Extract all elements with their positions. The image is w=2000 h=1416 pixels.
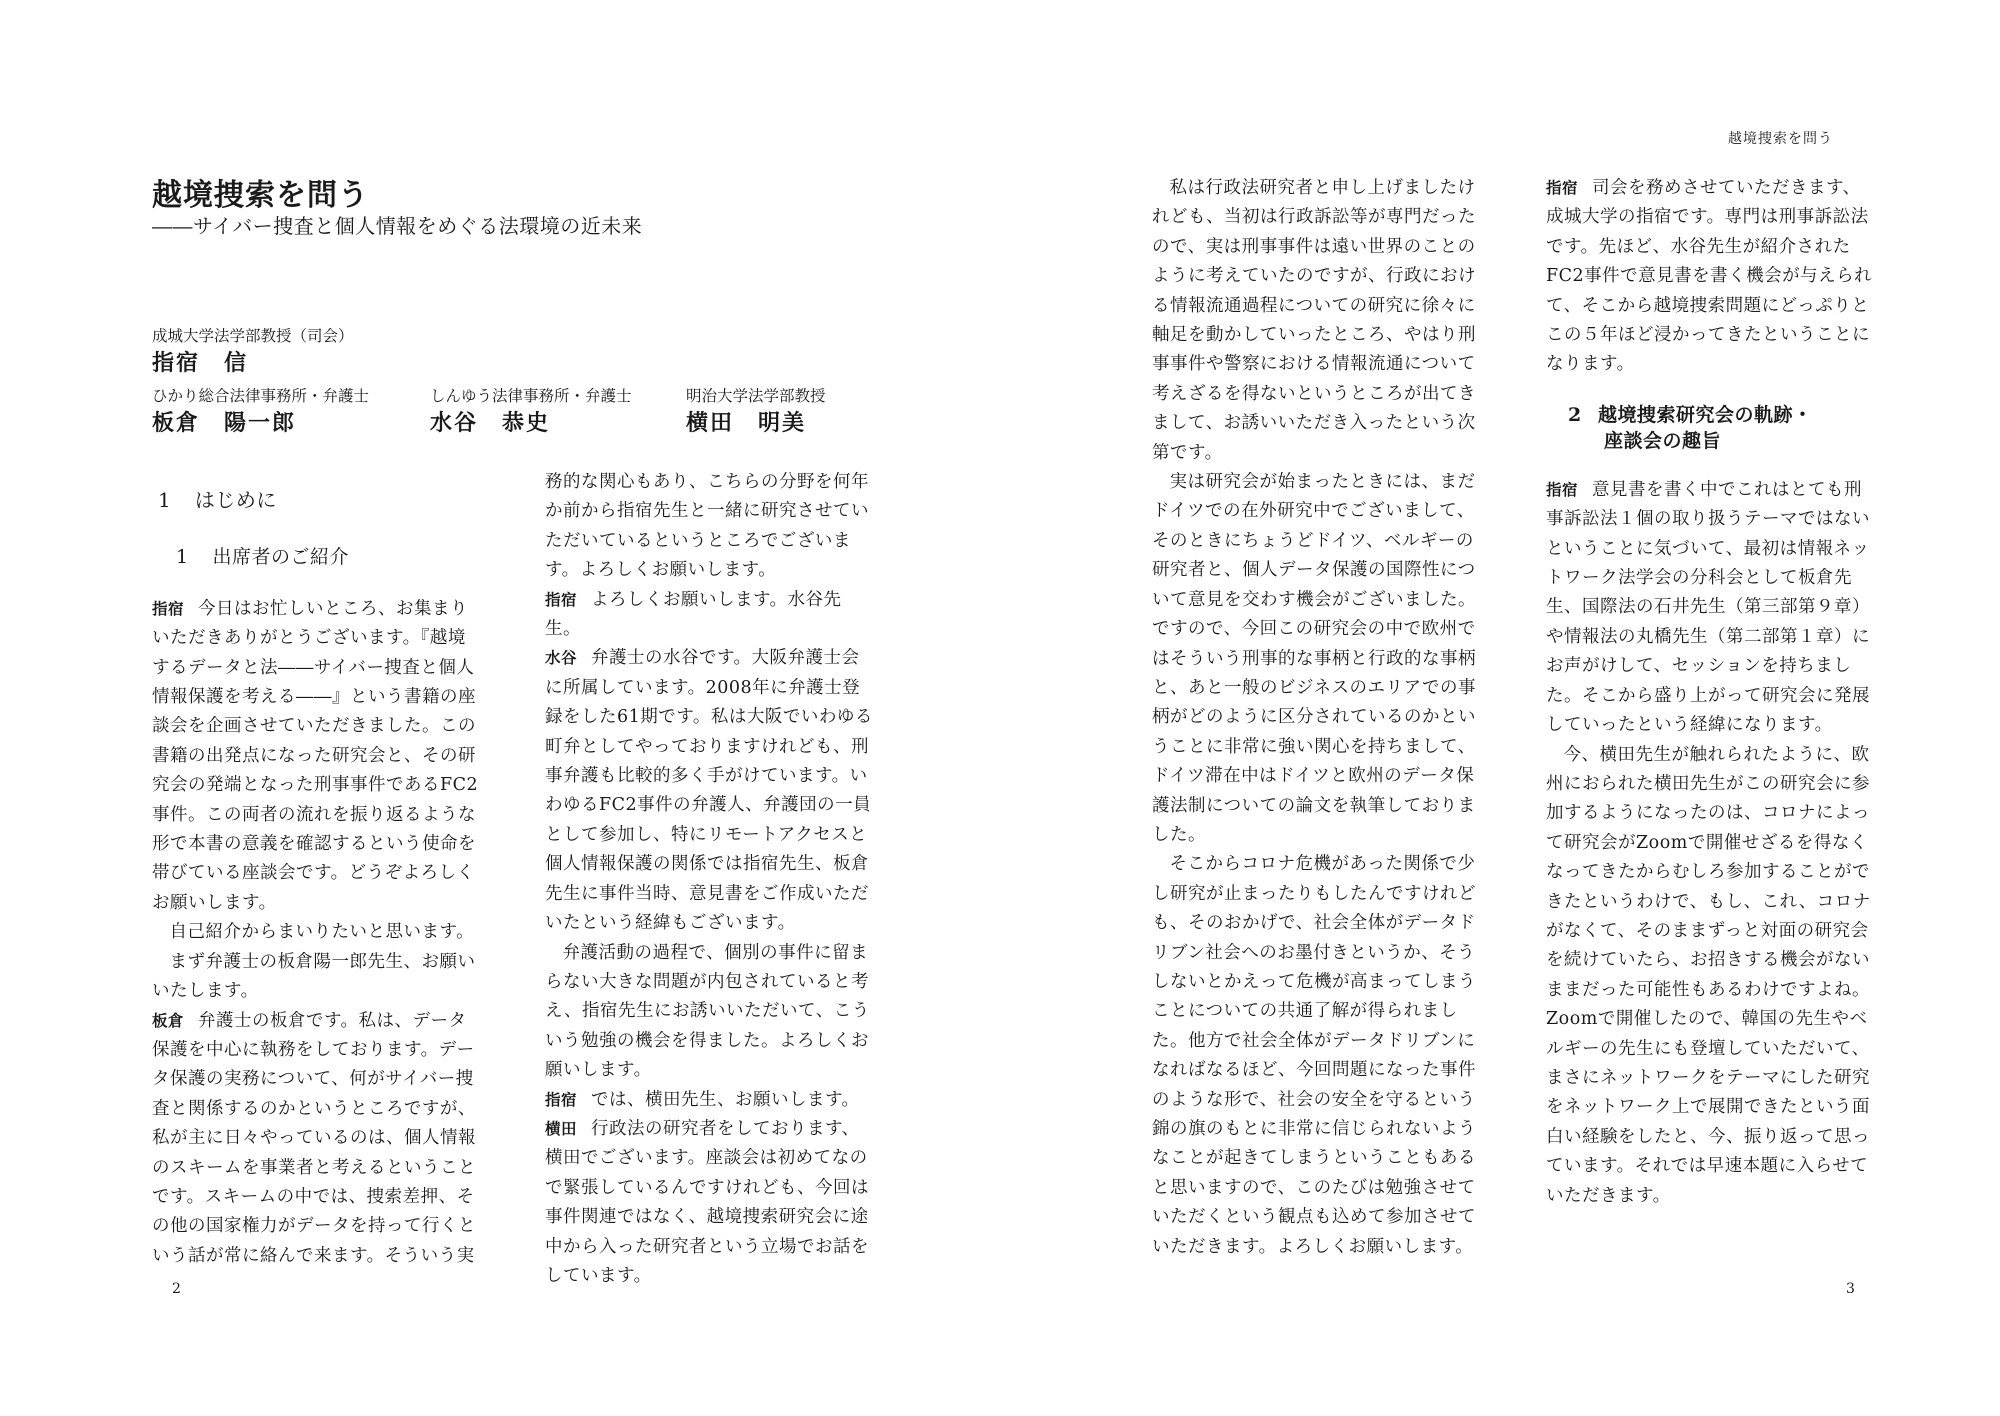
subsection-title: 出席者のご紹介 — [212, 546, 350, 569]
paragraph — [545, 644, 875, 938]
paragraph-text: 今日はお忙しいところ、お集まりいただきありがとうございます。『越境するデータと法――サイバー捜査と個人情報保護を考える――』という書籍の座談会を企画させていただきました。この書籍の出発点になった研究会と、その研究会の発端となった刑事事件であるFC2事件。この両者の流れを振り返るような形で本書の意義を確認するという使命を帯びている座談会です。どうぞよろしくお願いします。 — [152, 598, 479, 913]
right-page — [1000, 0, 2000, 1416]
speaker-label: 指宿 — [545, 1090, 578, 1109]
section-number: 2 — [1568, 403, 1582, 426]
speaker-label: 指宿 — [152, 599, 185, 618]
speaker-label: 指宿 — [545, 590, 578, 609]
speaker-label: 指宿 — [1546, 480, 1579, 499]
paragraph — [1546, 741, 1876, 1212]
paragraph — [545, 586, 875, 645]
paragraph-text: 今、横田先生が触れられたように、欧州におられた横田先生がこの研究会に参加するようになったのは、コロナによって研究会がZoomで開催せざるを得なくなってきたからむしろ参加することができたというわけで、もし、これ、コロナがなくて、そのままずっと対面の研究会を続けていたら、お招きする機会がないままだった可能性もあるわけですよね。Zoomで開催したので、韓国の先生やベルギーの先生にも登壇していただいて、まさにネットワークをテーマにした研究をネットワーク上で展開できたという面白い経験をしたと、今、振り返って思っています。それでは早速本題に入らせていただきます。 — [1546, 744, 1871, 1206]
paragraph-text: 弁護士の板倉です。私は、データ保護を中心に執務をしております。データ保護の実務について、何がサイバー捜査と関係するのかというところですが、私が主に日々やっているのは、個人情報のスキームを事業者と考えるということです。スキームの中では、捜索差押、その他の国家権力がデータを持って行くという話が常に絡んで来ます。そういう実 — [152, 1010, 476, 1266]
paragraph — [1152, 468, 1482, 850]
paragraph — [152, 918, 482, 947]
paragraph — [1546, 174, 1876, 380]
paragraph — [545, 939, 875, 1086]
participant-name: 水谷 恭史 — [430, 410, 551, 436]
paragraph-text: よろしくお願いします。水谷先生。 — [545, 589, 842, 640]
paragraph — [545, 468, 875, 586]
paragraph-text: 行政法の研究者をしております、横田でございます。座談会は初めてなので緊張しているんですけれども、今回は事件関連ではなく、越境捜索研究会に途中から入った研究者という立場でお話をしています。 — [545, 1118, 869, 1286]
paragraphs — [1546, 476, 1876, 1211]
paragraph-text: 自己紹介からまいりたいと思います。 — [169, 922, 475, 943]
subsection-number: 1 — [176, 546, 189, 569]
paragraph — [1546, 476, 1876, 741]
participant-name: 板倉 陽一郎 — [152, 410, 297, 436]
moderator-affiliation: 成城大学法学部教授（司会） — [152, 327, 354, 345]
section-heading — [152, 484, 482, 515]
speaker-label: 板倉 — [152, 1011, 185, 1030]
paragraph-text: 務的な関心もあり、こちらの分野を何年か前から指宿先生と一緒に研究させていただいているというところでございます。よろしくお願いします。 — [545, 472, 869, 581]
paragraph-text: では、横田先生、お願いします。 — [590, 1089, 860, 1110]
paragraphs — [1152, 174, 1482, 1262]
moderator-name: 指宿 信 — [152, 350, 249, 376]
section-title-line2: 座談会の趣旨 — [1604, 429, 1722, 452]
section-title: はじめに — [194, 488, 277, 512]
column-4 — [1546, 174, 1876, 1211]
page-number-left: 2 — [172, 1281, 181, 1297]
paragraph — [545, 1115, 875, 1291]
paragraph — [152, 948, 482, 1007]
article-title: 越境捜索を問う — [152, 178, 369, 213]
paragraph-text: 司会を務めさせていただきます、成城大学の指宿です。専門は刑事訴訟法です。先ほど、水谷先生が紹介されたFC2事件で意見書を書く機会が与えられて、そこから越境捜索問題にどっぷりとこの５年ほど浸かってきたということになります。 — [1546, 178, 1873, 375]
speaker-label: 水谷 — [545, 649, 578, 668]
subsection-heading — [152, 543, 482, 572]
section-heading — [1546, 402, 1876, 454]
paragraph — [545, 1086, 875, 1115]
paragraph-text: 実は研究会が始まったときには、まだドイツでの在外研究中でございまして、そのときにちょうどドイツ、ベルギーの研究者と、個人データ保護の国際性について意見を交わす機会がございました。ですので、今回この研究会の中で欧州ではそういう刑事的な事柄と行政的な事柄と、あと一般のビジネスのエリアでの事柄がどのように区分されているのかということに非常に強い関心を持ちまして、ドイツ滞在中はドイツと欧州のデータ保護法制についての論文を執筆しておりました。 — [1152, 472, 1476, 845]
paragraphs — [152, 595, 482, 1271]
paragraph-text: 意見書を書く中でこれはとても刑事訴訟法１個の取り扱うテーマではないということに気づいて、最初は情報ネットワーク法学会の分科会として板倉先生、国際法の石井先生（第三部第９章）や情報法の丸橋先生（第二部第１章）にお声がけして、セッションを持ちました。そこから盛り上がって研究会に発展していったという経緯になります。 — [1546, 479, 1870, 736]
paragraph-text: 弁護活動の過程で、個別の事件に留まらない大きな問題が内包されていると考え、指宿先生にお誘いいただいて、こういう勉強の機会を得ました。よろしくお願いします。 — [545, 942, 870, 1081]
page-number-right: 3 — [1846, 1281, 1855, 1297]
section-title-line1: 越境捜索研究会の軌跡・ — [1598, 403, 1813, 426]
paragraph-text: 私は行政法研究者と申し上げましたけれども、当初は行政訴訟等が専門だったので、実は刑事事件は遠い世界のことのように考えていたのですが、行政における情報流通過程についての研究に徐々に軸足を動かしていったところ、やはり刑事事件や警察における情報流通について考えざるを得ないというところが出てきまして、お誘いいただき入ったという次第です。 — [1152, 178, 1476, 463]
section-number: 1 — [158, 488, 172, 512]
paragraphs — [545, 468, 875, 1291]
paragraph — [1152, 174, 1482, 468]
participant-name: 横田 明美 — [686, 410, 807, 436]
participant-affiliation: ひかり総合法律事務所・弁護士 — [152, 387, 370, 405]
paragraph-text: まず弁護士の板倉陽一郎先生、お願いいたします。 — [152, 951, 476, 1002]
column-1 — [152, 484, 482, 1271]
article-subtitle: ――サイバー捜査と個人情報をめぐる法環境の近未来 — [152, 214, 643, 238]
paragraph-text: そこからコロナ危機があった関係で少し研究が止まったりもしたんですけれども、そのおかげで、社会全体がデータドリブン社会へのお墨付きというか、そうしないとかえって危機が高まってしまうことについての共通了解が得られました。他方で社会全体がデータドリブンになればなるほど、今回問題になった事件のような形で、社会の安全を守るという錦の旗のもとに非常に信じられないようなことが起きてしまうということもあると思いますので、このたびは勉強させていただくという観点も込めて参加させていただきます。よろしくお願いします。 — [1152, 854, 1476, 1257]
running-head: 越境捜索を問う — [1728, 131, 1833, 147]
paragraph — [152, 1007, 482, 1272]
column-3 — [1152, 174, 1482, 1262]
column-2 — [545, 468, 875, 1291]
participant-affiliation: しんゆう法律事務所・弁護士 — [430, 387, 632, 405]
paragraphs — [1546, 174, 1876, 380]
speaker-label: 横田 — [545, 1119, 578, 1138]
paragraph — [152, 595, 482, 918]
paragraph — [1152, 850, 1482, 1262]
participant-affiliation: 明治大学法学部教授 — [686, 387, 826, 405]
paragraph-text: 弁護士の水谷です。大阪弁護士会に所属しています。2008年に弁護士登録をした61期です。私は大阪でいわゆる町弁としてやっておりますけれども、刑事弁護も比較的多く手がけています。いわゆるFC2事件の弁護人、弁護団の一員として参加し、特にリモートアクセスと個人情報保護の関係では指宿先生、板倉先生に事件当時、意見書をご作成いただいたという経緯もございます。 — [545, 648, 873, 934]
speaker-label: 指宿 — [1546, 179, 1579, 197]
